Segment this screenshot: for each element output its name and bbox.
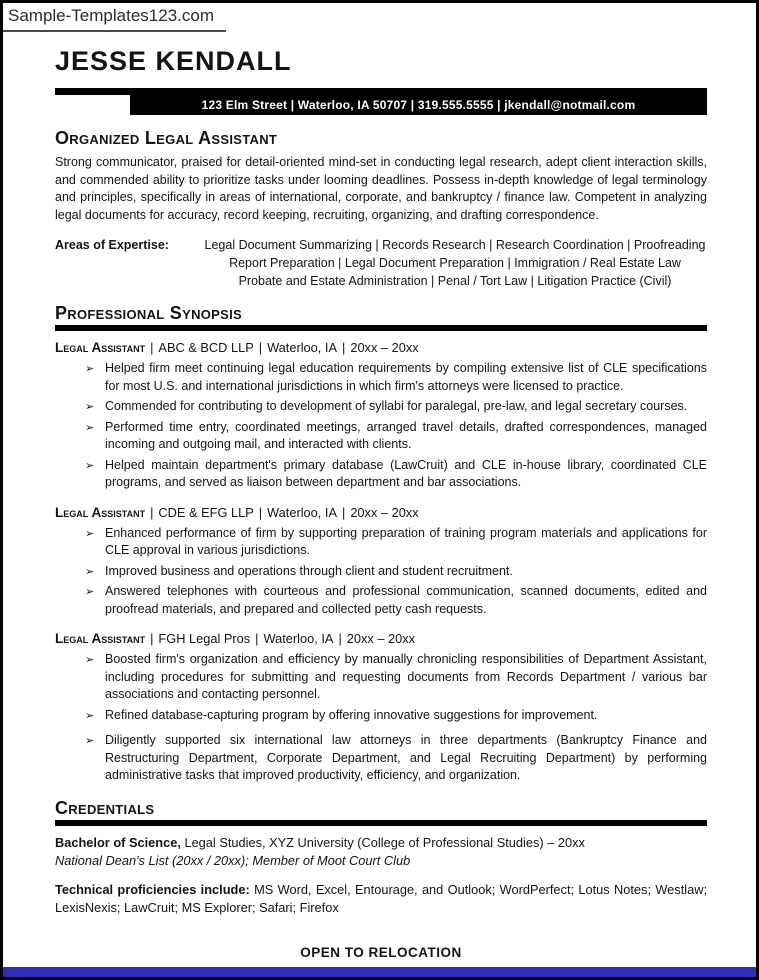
bullet-text: Refined database-capturing program by offering innovative suggestions for improvement.: [105, 707, 598, 722]
job-entry: [55, 631, 707, 785]
bullet-arrow-icon: ➢: [85, 653, 95, 666]
bullet-item: [55, 360, 707, 395]
pipe-separator: |: [342, 340, 346, 355]
bullet-item: [55, 398, 707, 416]
bullet-item: [55, 457, 707, 492]
honors-line: National Dean's List (20xx / 20xx); Member of Moot Court Club: [55, 852, 411, 868]
pipe-separator: |: [258, 340, 263, 355]
profile-summary: Strong communicator, praised for detail-oriented mind-set in conducting legal research, adept client interaction skills, and commended ability to prioritize tasks under looming deadlines. Possess in-depth knowledge of legal terminology and principles, specifically in areas of international, corporate, and bankruptcy / finance law. Competent in analyzing legal documents for accuracy, record keeping, recruiting, organizing, and drafting correspondence.: [55, 155, 707, 222]
job-location: Waterloo, IA: [263, 631, 334, 646]
areas-of-expertise: [55, 236, 707, 290]
bullet-arrow-icon: ➢: [85, 585, 95, 598]
technical-proficiencies: [55, 881, 707, 917]
job-firm: ABC & BCD LLP: [158, 340, 254, 355]
section-rule: [55, 820, 707, 826]
job-heading: [55, 631, 707, 646]
bullet-arrow-icon: ➢: [85, 734, 95, 747]
bullet-text: Answered telephones with courteous and professional communication, scanned documents, edited and proofread materials, and prepared and collected petty cash requests.: [105, 584, 707, 616]
contact-info: 123 Elm Street | Waterloo, IA 50707 | 319.555.5555 | jkendall@notmail.com: [201, 98, 636, 112]
section-rule: [55, 325, 707, 331]
resume-title: Organized Legal Assistant: [55, 128, 278, 148]
pipe-separator: |: [341, 504, 346, 520]
pipe-separator: |: [258, 504, 263, 520]
job-firm: FGH Legal Pros: [158, 631, 251, 646]
job-bullets: [55, 651, 707, 785]
bullet-text: Boosted firm's organization and efficiency by manually chronicling responsibilities of Department Assistant, including procedures for submitting and requesting documents from Records Department / various bar associations and contacting personnel.: [105, 652, 707, 701]
bullet-text: Performed time entry, coordinated meetings, arranged travel details, drafted correspondences, managed incoming and outgoing mail, and interacted with clients.: [105, 419, 707, 451]
bullet-text: Diligently supported six international law attorneys in three departments (Bankruptcy Finance and Restructuring Department, Corporate Department, and Legal Recruiting Department) by performing administrative tasks that improved productivity, efficiency, and organization.: [105, 733, 707, 782]
pipe-separator: |: [338, 631, 342, 646]
job-entry: [55, 505, 707, 619]
tech-list: MS Word, Excel, Entourage, and Outlook; WordPerfect; Lotus Notes; Westlaw; LexisNexis; LawCruit; MS Explorer; Safari; Firefox: [55, 881, 707, 915]
section-heading-synopsis: Professional Synopsis: [55, 303, 243, 323]
bullet-item: [55, 583, 707, 618]
expertise-line: Legal Document Summarizing | Records Research | Research Coordination | Proofreading: [204, 238, 706, 252]
pipe-separator: |: [150, 631, 154, 646]
bullet-item: [55, 419, 707, 454]
bullet-item: [55, 525, 707, 560]
bullet-text: Helped firm meet continuing legal education requirements by compiling extensive list of CLE specifications for most U.S. and international jurisdictions in which firm's attorneys were licensed to practice.: [105, 361, 707, 393]
job-location: Waterloo, IA: [267, 504, 337, 520]
bullet-arrow-icon: ➢: [85, 564, 95, 578]
degree-line: [55, 835, 707, 850]
bullet-text: Commended for contributing to development of syllabi for paralegal, pre-law, and legal secretary courses.: [105, 399, 688, 413]
job-dates: 20xx – 20xx: [350, 340, 419, 355]
job-location: Waterloo, IA: [267, 340, 337, 355]
bullet-arrow-icon: ➢: [85, 420, 95, 434]
expertise-list: [203, 236, 707, 290]
job-bullets: [55, 360, 707, 492]
pipe-separator: |: [255, 631, 259, 646]
resume-content: [3, 46, 756, 960]
job-heading: [55, 340, 707, 355]
bullet-text: Improved business and operations through client and student recruitment.: [105, 563, 513, 578]
job-firm: CDE & EFG LLP: [158, 504, 254, 520]
job-bullets: [55, 525, 707, 619]
expertise-line: Probate and Estate Administration | Penal / Tort Law | Litigation Practice (Civil): [238, 274, 672, 288]
bullet-arrow-icon: ➢: [85, 708, 95, 722]
job-dates: 20xx – 20xx: [350, 504, 419, 520]
tech-label: Technical proficiencies include:: [55, 881, 250, 897]
relocation-note: OPEN TO RELOCATION: [300, 944, 462, 960]
footer-accent-bar: [3, 967, 756, 977]
bullet-item: [55, 707, 707, 725]
pipe-separator: |: [150, 504, 154, 520]
bullet-arrow-icon: ➢: [85, 458, 95, 472]
degree-details: Legal Studies, XYZ University (College of Professional Studies) – 20xx: [180, 834, 585, 850]
expertise-label: Areas of Expertise:: [55, 238, 169, 252]
bullet-arrow-icon: ➢: [85, 400, 95, 413]
expertise-line: Report Preparation | Legal Document Preparation | Immigration / Real Estate Law: [229, 256, 681, 270]
bullet-text: Enhanced performance of firm by supporting preparation of training program materials and applications for CLE approval in various jurisdictions.: [105, 525, 707, 557]
job-title: Legal Assistant: [55, 340, 146, 355]
bullet-item: [55, 563, 707, 581]
job-dates: 20xx – 20xx: [346, 631, 416, 646]
job-heading: [55, 505, 707, 520]
job-title: Legal Assistant: [55, 631, 146, 646]
bullet-arrow-icon: ➢: [85, 362, 95, 375]
bullet-item: [55, 651, 707, 704]
job-title: Legal Assistant: [55, 504, 146, 520]
watermark-link[interactable]: Sample-Templates123.com: [3, 3, 226, 32]
pipe-separator: |: [150, 340, 154, 355]
header-rule: [55, 88, 707, 95]
contact-bar: [130, 95, 707, 115]
candidate-name: JESSE KENDALL: [55, 46, 292, 76]
section-heading-credentials: Credentials: [55, 797, 155, 818]
bullet-item: [55, 732, 707, 785]
bullet-arrow-icon: ➢: [85, 526, 95, 540]
bullet-text: Helped maintain department's primary database (LawCruit) and CLE in-house library, coordinated CLE programs, and served as liaison between department and bar associations.: [105, 457, 707, 489]
degree-name: Bachelor of Science,: [55, 834, 181, 850]
job-entry: [55, 340, 707, 492]
